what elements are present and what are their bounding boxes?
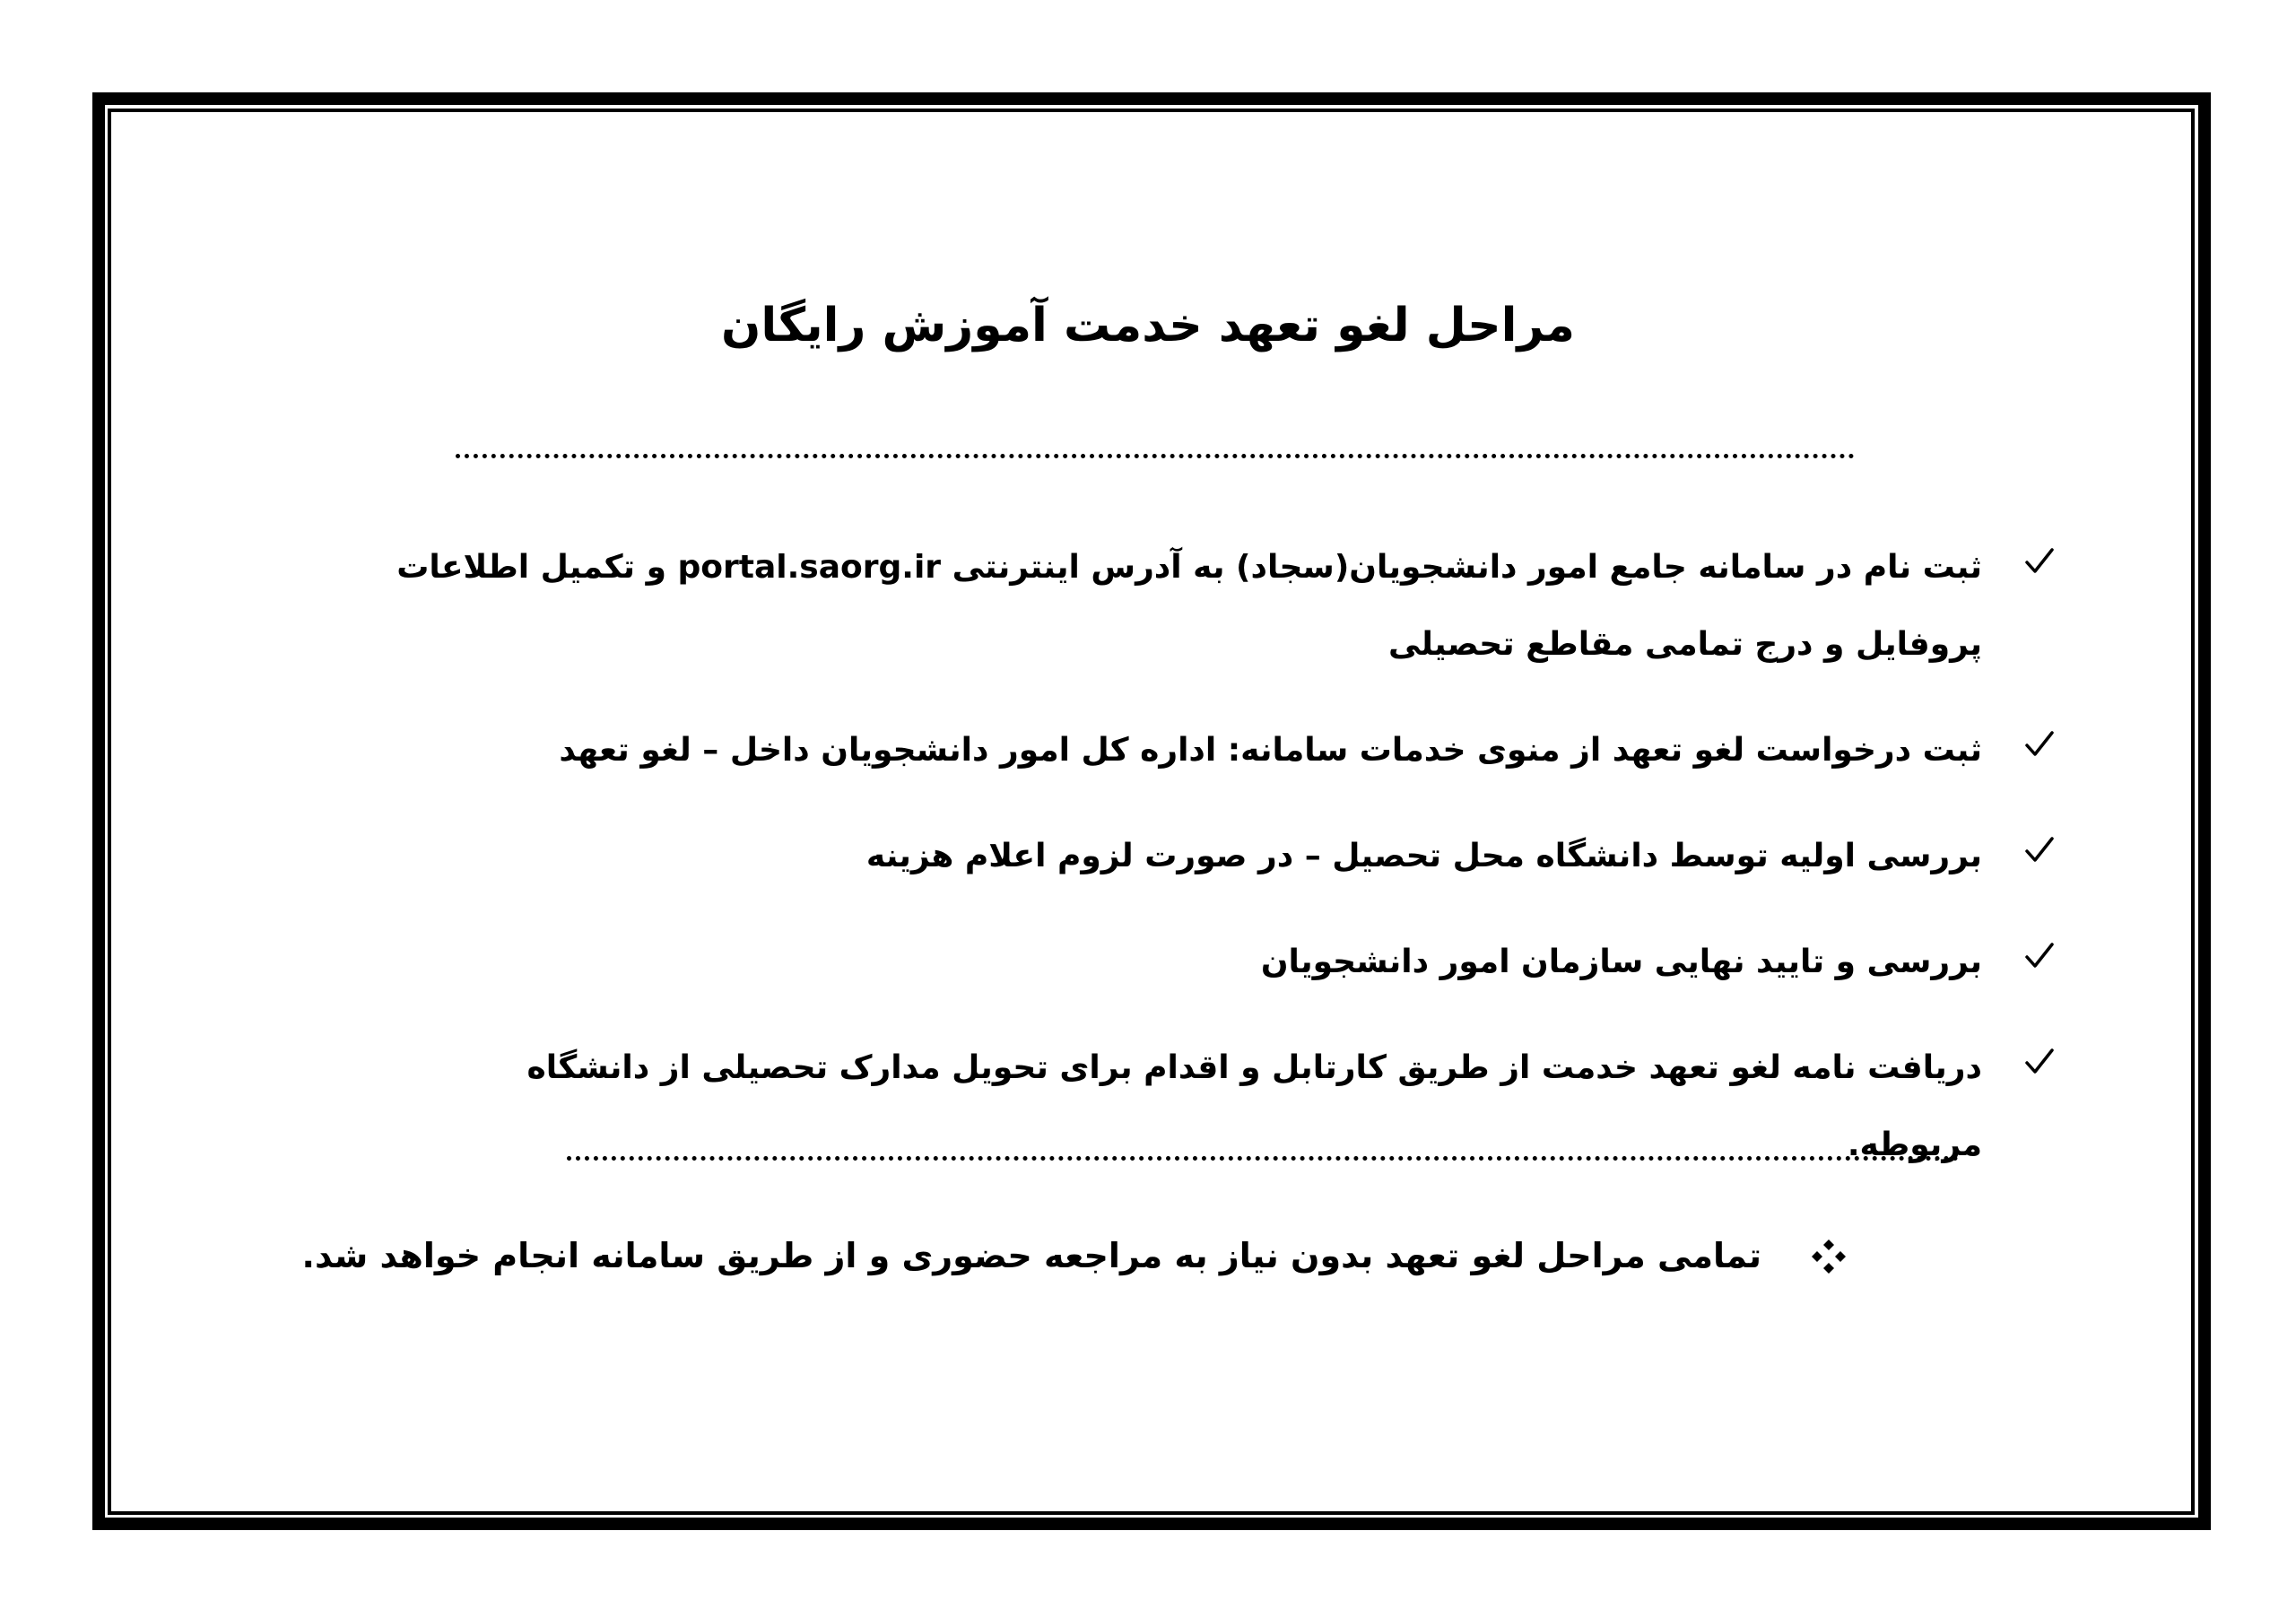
check-icon <box>2023 545 2056 578</box>
check-icon <box>2023 940 2056 972</box>
step-item <box>296 529 1982 683</box>
step-text: ثبت درخواست لغو تعهد از منوی خدمات سامانه: اداره کل امور دانشجویان داخل – لغو تعهد <box>559 732 1982 769</box>
step-text: بررسی و تایید نهایی سازمان امور دانشجویان <box>1260 944 1982 980</box>
note-text: تمامی مراحل لغو تعهد بدون نیاز به مراجعه حضوری و از طریق سامانه انجام خواهد شد. <box>301 1236 1761 1275</box>
step-text: بررسی اولیه توسط دانشگاه محل تحصیل – در صورت لزوم اعلام هزینه <box>865 838 1982 874</box>
dotted-divider-bottom <box>567 1156 1959 1161</box>
four-diamond-bullet-icon <box>1810 1238 1848 1275</box>
step-item <box>296 1030 1982 1184</box>
check-icon <box>2023 1046 2056 1078</box>
step-text: دریافت نامه لغو تعهد خدمت از طریق کارتابل و اقدام برای تحویل مدارک تحصیلی از دانشگاه مربوطه. <box>526 1049 1982 1163</box>
step-text: ثبت نام در سامانه جامع امور دانشجویان(سجاد) به آدرس اینترنتی portal.saorg.ir و تکمیل اطلاعات پروفایل و درج تمامی مقاطع تحصیلی <box>396 549 1982 663</box>
note <box>301 1220 1848 1292</box>
check-icon <box>2023 834 2056 866</box>
dotted-divider-top <box>456 454 1855 458</box>
steps-list <box>296 529 1982 1184</box>
step-item <box>296 712 1982 789</box>
step-item <box>296 924 1982 1001</box>
document-title: مراحل لغو تعهد خدمت آموزش رایگان <box>721 299 1575 352</box>
step-item <box>296 818 1982 895</box>
check-icon <box>2023 728 2056 761</box>
